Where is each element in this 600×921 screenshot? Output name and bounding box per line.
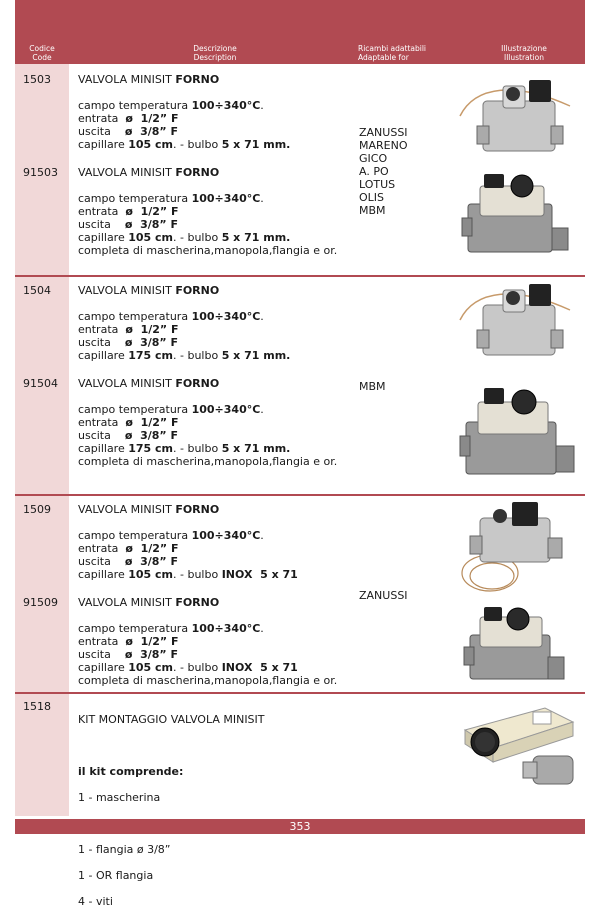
kit-item: 1 - flangia ø 3/8” [78,843,171,856]
product-code: 1503 [23,73,51,86]
adaptable-brand: GICO [359,152,388,165]
adaptable-list-3 [359,589,408,602]
inlet-size: entrata ø 1/2” F [78,112,179,125]
product-code: 91503 [23,166,58,179]
product-code: 91504 [23,377,58,390]
inlet-size: entrata ø 1/2” F [78,323,179,336]
adaptable-brand: A. PO [359,165,389,178]
outlet-size: uscita ø 3/8” F [78,125,178,138]
inlet-size: entrata ø 1/2” F [78,205,179,218]
adaptable-list-1 [359,126,408,217]
gas-valve-illustration [455,280,575,370]
kit-item: 1 - mascherina [78,791,161,804]
product-description [78,284,290,362]
header-code: Codice Code [29,44,55,62]
page-number: 353 [289,820,311,833]
outlet-size: uscita ø 3/8” F [78,336,178,349]
included-parts: completa di mascherina,manopola,flangia e or. [78,244,338,257]
product-description [78,166,337,257]
capillary-bulb: capillare 105 cm. - bulbo INOX 5 x 71 [78,661,298,674]
outlet-size: uscita ø 3/8” F [78,218,178,231]
product-description [78,596,337,687]
capillary-bulb: capillare 175 cm. - bulbo 5 x 71 mm. [78,349,291,362]
product-title: VALVOLA MINISIT FORNO [78,377,220,390]
mounting-kit-illustration [445,700,580,792]
adaptable-list-2 [359,380,386,393]
product-description [78,503,298,581]
kit-description [78,700,265,921]
capillary-bulb: capillare 105 cm. - bulbo 5 x 71 mm. [78,231,291,244]
product-title: VALVOLA MINISIT FORNO [78,166,220,179]
capillary-bulb: capillare 105 cm. - bulbo INOX 5 x 71 [78,568,298,581]
adaptable-brand: MBM [359,204,386,217]
gas-valve-with-knob-illustration [460,605,580,693]
capillary-bulb: capillare 175 cm. - bulbo 5 x 71 mm. [78,442,291,455]
product-code: 1504 [23,284,51,297]
header-adaptable: Ricambi adattabili Adaptable for [358,44,426,62]
gas-valve-inox-illustration [460,498,580,598]
product-code: 1509 [23,503,51,516]
adaptable-brand: LOTUS [359,178,396,191]
capillary-bulb: capillare 105 cm. - bulbo 5 x 71 mm. [78,138,291,151]
gas-valve-illustration [455,76,575,166]
temperature-range: campo temperatura 100÷340°C. [78,529,264,542]
section-separator [15,494,585,496]
section-separator [15,275,585,277]
kit-item: 4 - viti [78,895,113,908]
inlet-size: entrata ø 1/2” F [78,542,179,555]
header-description: Descrizione Description [193,44,237,62]
adaptable-brand: MBM [359,380,386,393]
product-title: VALVOLA MINISIT FORNO [78,503,220,516]
temperature-range: campo temperatura 100÷340°C. [78,192,264,205]
kit-title: KIT MONTAGGIO VALVOLA MINISIT [78,713,265,726]
temperature-range: campo temperatura 100÷340°C. [78,403,264,416]
temperature-range: campo temperatura 100÷340°C. [78,310,264,323]
outlet-size: uscita ø 3/8” F [78,648,178,661]
adaptable-brand: ZANUSSI [359,589,408,602]
adaptable-brand: ZANUSSI [359,126,408,139]
product-description [78,377,337,468]
included-parts: completa di mascherina,manopola,flangia e or. [78,455,338,468]
included-parts: completa di mascherina,manopola,flangia e or. [78,674,338,687]
header-illustration: Illustrazione Illustration [501,44,547,62]
inlet-size: entrata ø 1/2” F [78,416,179,429]
gas-valve-with-knob-illustration [458,168,578,268]
product-code: 1518 [23,700,51,713]
adaptable-brand: MARENO [359,139,408,152]
product-title: VALVOLA MINISIT FORNO [78,284,220,297]
inlet-size: entrata ø 1/2” F [78,635,179,648]
kit-item: 1 - OR flangia [78,869,154,882]
product-title: VALVOLA MINISIT FORNO [78,596,220,609]
product-description [78,73,290,151]
temperature-range: campo temperatura 100÷340°C. [78,99,264,112]
product-code: 91509 [23,596,58,609]
gas-valve-with-knob-illustration [458,380,580,490]
temperature-range: campo temperatura 100÷340°C. [78,622,264,635]
adaptable-brand: OLIS [359,191,385,204]
kit-subtitle: il kit comprende: [78,765,184,778]
outlet-size: uscita ø 3/8” F [78,555,178,568]
outlet-size: uscita ø 3/8” F [78,429,178,442]
product-title: VALVOLA MINISIT FORNO [78,73,220,86]
